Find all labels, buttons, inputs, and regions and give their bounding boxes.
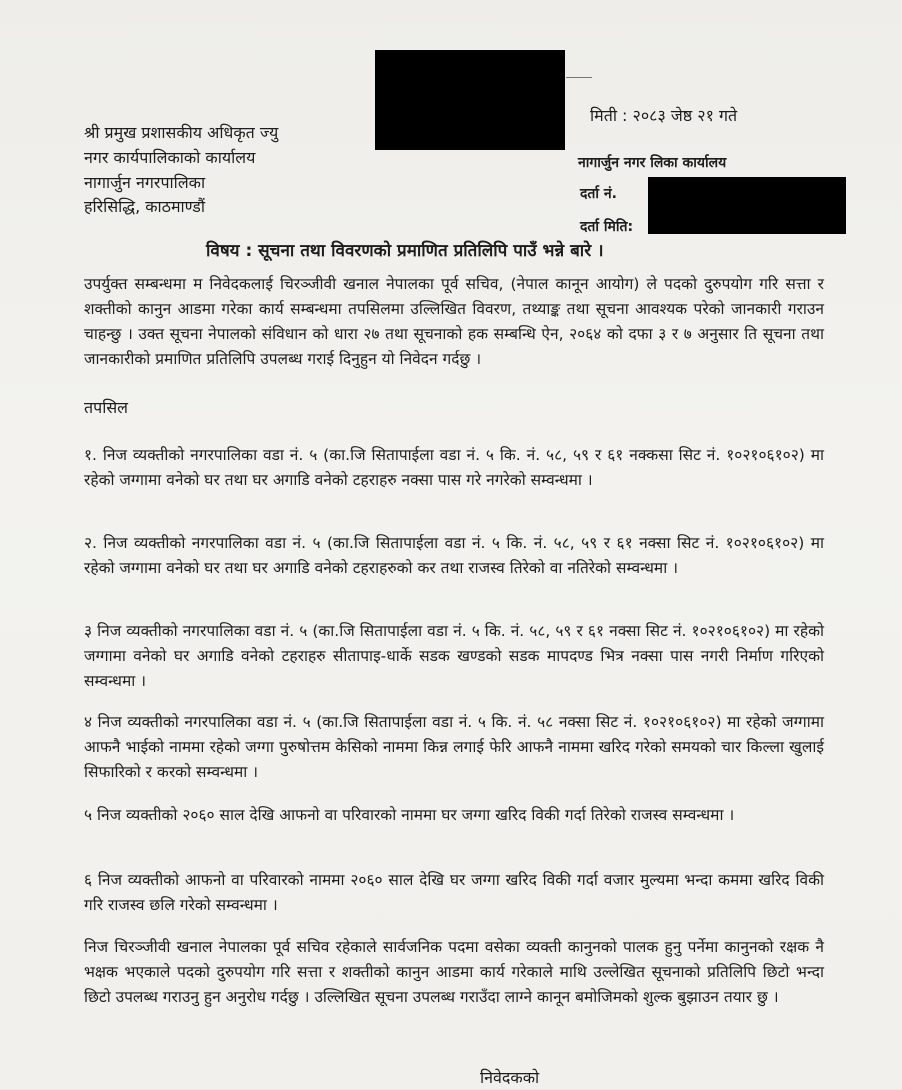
registration-date-label: दर्ता मिति:: [580, 219, 634, 235]
list-item: २. निज व्यक्तीको नगरपालिका वडा नं. ५ (का.जि सितापाईला वडा नं. ५ कि. नं. ५८, ५९ र ६१ नक्सा सिट नं. १०२१०६१०२) मा रहेको जग्गामा वनेको घर तथा घर अगाडि वनेको टहराहरुको कर तथा राजस्व तिरेको वा नतिरेको सम्वन्धमा ।: [84, 534, 824, 577]
list-item: ६ निज व्यक्तीको आफनो वा परिवारको नाममा २०६० साल देखि घर जग्गा खरिद विकी गर्दा वजार मुल्यमा भन्दा कममा खरिद विकी गरि राजस्व छलि गरेको सम्वन्धमा ।: [84, 871, 824, 914]
list-item: ५ निज व्यक्तीको २०६० साल देखि आफनो वा परिवारको नाममा घर जग्गा खरिद विकी गर्दा तिरेको राजस्व सम्वन्धमा ।: [84, 806, 735, 824]
recipient-line-1: श्री प्रमुख प्रशासकीय अधिकृत ज्यु: [84, 123, 279, 142]
intro-paragraph: उपर्युक्त सम्बन्धमा म निवेदकलाई चिरञ्जीवी खनाल नेपालका पूर्व सचिव, (नेपाल कानून आयोग) ले पदको दुरुपयोग गरि सत्ता र शक्तीको कानुन आडमा गरेका कार्य सम्बन्धमा तपसिलमा उल्लिखित विवरण, तथ्याङ्क तथा सूचना आवश्यक परेको जानकारी गराउन चाहन्छु । उक्त सूचना नेपालको संविधान को धारा २७ तथा सूचनाको हक सम्बन्धि ऐन, २०६४ को दफा ३ र ७ अनुसार ति सूचना तथा जानकारीको प्रमाणित प्रतिलिपि उपलब्ध गराई दिनुहुन यो निवेदन गर्दछु ।: [84, 275, 824, 368]
closing-paragraph: निज चिरञ्जीवी खनाल नेपालका पूर्व सचिव रहेकाले सार्वजनिक पदमा वसेका व्यक्ती कानुनको पालक हुनु पर्नेमा कानुनको रक्षक नै भक्षक भएकाले पदको दुरुपयोग गरि सत्ता र शक्तीको कानुन आडमा कार्य गरेकाले माथि उल्लेखित सूचनाको प्रतिलिपि छिटो भन्दा छिटो उपलब्ध गराउनु हुन अनुरोध गर्दछु । उल्लिखित सूचना उपलब्ध गराउँदा लाग्ने कानून बमोजिमको शुल्क बुझाउन तयार छु ।: [84, 938, 824, 1006]
subject-line: विषय : सूचना तथा विवरणको प्रमाणित प्रतिलिपि पाउँ भन्ने बारे ।: [206, 241, 604, 261]
redaction-block-top: [375, 50, 565, 150]
registration-number-label: दर्ता नं.: [580, 186, 618, 202]
recipient-line-4: हरिसिद्धि, काठमाण्डौं: [84, 197, 205, 216]
tapsil-label: तपसिल: [84, 398, 129, 417]
recipient-line-3: नागार्जुन नगरपालिका: [84, 173, 206, 192]
list-item: ३ निज व्यक्तीको नगरपालिका वडा नं. ५ (का.जि सितापाईला वडा नं. ५ कि. नं. ५८, ५९ र ६१ नक्सा सिट नं. १०२१०६१०२) मा रहेको जग्गामा वनेको घर अगाडि वनेको टहराहरु सीतापाइ-धार्के सडक खण्डको सडक मापदण्ड भित्र नक्सा पास नगरी निर्माण गरिएको सम्वन्धमा ।: [84, 622, 824, 690]
list-item: १. निज व्यक्तीको नगरपालिका वडा नं. ५ (का.जि सितापाईला वडा नं. ५ कि. नं. ५८, ५९ र ६१ नक्कसा सिट नं. १०२१०६१०२) मा रहेको जग्गामा वनेको घर तथा घर अगाडि वनेको टहराहरु नक्सा पास गरे नगरेको सम्वन्धमा ।: [84, 446, 824, 489]
list-item: ४ निज व्यक्तीको नगरपालिका वडा नं. ५ (का.जि सितापाईला वडा नं. ५ कि. नं. ५८ नक्सा सिट नं. १०२१०६१०२) मा रहेको जग्गामा आफनै भाईको नाममा रहेको जग्गा पुरुषोत्तम केसिको नाममा किन्न लगाई फेरि आफनै नाममा खरिद गरेको समयको चार किल्ला खुलाई सिफारिको र करको सम्वन्धमा ।: [84, 713, 824, 781]
signature-label: निवेदकको: [480, 1068, 540, 1087]
office-stamp-title: नागार्जुन नगर लिका कार्यालय: [578, 155, 727, 171]
redaction-block-registration: [648, 177, 846, 234]
recipient-line-2: नगर कार्यपालिकाको कार्यालय: [84, 148, 256, 167]
date-line: मिती : २०८३ जेष्ठ २१ गते: [590, 106, 738, 125]
top-rule: [566, 77, 592, 78]
